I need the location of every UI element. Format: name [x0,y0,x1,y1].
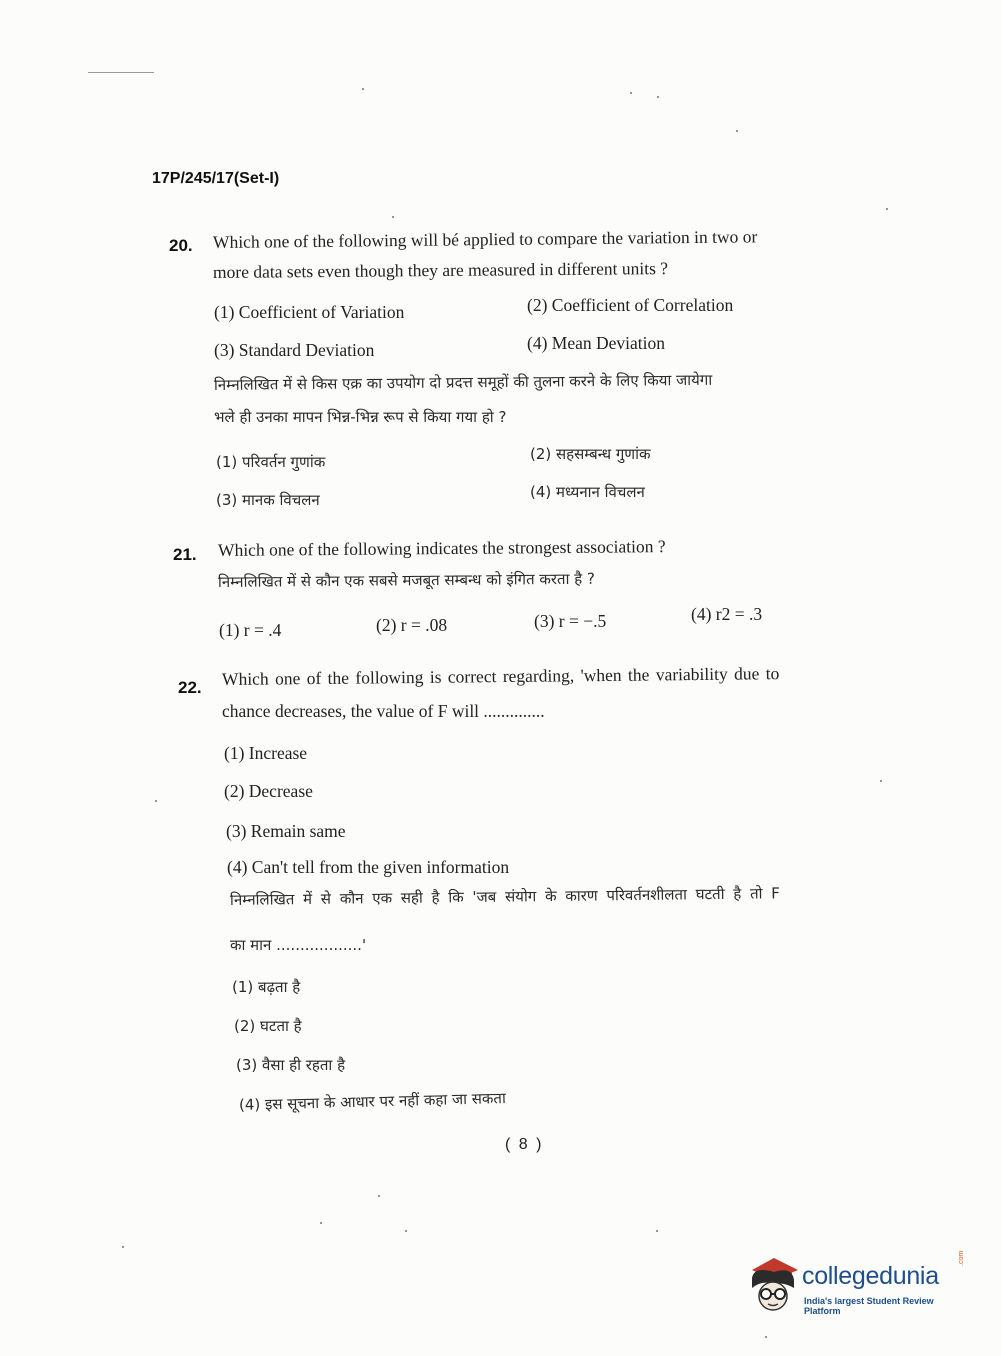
option: (2) Coefficient of Correlation [527,295,734,315]
logo-tagline: India's largest Student Review Platform [804,1296,934,1316]
question-text-line-hindi: निम्नलिखित में से किस एक्र का उपयोग दो प्रदत्त समूहों की तुलना करने के लिए किया जायेगा [213,370,713,394]
scan-speck [378,1195,380,1197]
option: (1) r = .4 [219,620,282,640]
option-hindi: (3) वैसा ही रहता है [236,1056,346,1074]
scan-speck [405,1230,407,1232]
option: (3) r = −.5 [534,611,607,631]
option: (3) Standard Deviation [214,340,375,360]
question-text-line: Which one of the following is correct regarding, 'when the variability due to [221,663,780,689]
option: (4) Mean Deviation [527,333,666,353]
logo-wordmark: collegedunia [802,1262,939,1290]
scan-speck [392,216,394,218]
mascot-icon [744,1252,802,1312]
scan-speck [155,800,157,802]
question-text-line: more data sets even though they are measured in different units ? [212,258,669,282]
option: (4) r2 = .3 [691,604,763,624]
question-number: 20. [169,236,193,255]
scan-speck [656,1230,658,1232]
page-number: ( 8 ) [505,1136,544,1153]
scan-speck [880,780,882,782]
question-text-line-hindi: निम्नलिखित में से कौन एक सबसे मजबूत सम्बन्ध को इंगित करता है ? [217,569,595,591]
option: (1) Coefficient of Variation [214,302,405,322]
question-text-line: chance decreases, the value of F will .............. [222,701,545,721]
scan-speck [736,130,738,132]
scan-speck [886,208,888,210]
question-number: 22. [178,678,202,697]
option-hindi: (4) इस सूचना के आधार पर नहीं कहा जा सकता [238,1089,507,1114]
scan-speck [657,96,659,98]
option-hindi: (2) सहसम्बन्ध गुणांक [530,445,651,463]
option: (4) Can't tell from the given information [227,857,510,877]
question-text-line-hindi: भले ही उनका मापन भिन्न-भिन्न रूप से किया गया हो ? [214,408,507,426]
option-hindi: (1) बढ़ता है [232,978,301,996]
question-text-line: Which one of the following will bé applied to compare the variation in two or [212,226,758,252]
paper-code: 17P/245/17(Set-I) [152,170,280,187]
option-hindi: (3) मानक विचलन [216,491,320,509]
question-text-line-hindi: निम्नलिखित में से कौन एक सही है कि 'जब संयोग के कारण परिवर्तनशीलता घटती है तो F [229,884,780,909]
option: (2) Decrease [224,781,313,801]
option: (1) Increase [224,743,308,763]
question-text-line-hindi: का मान ..................' [230,936,367,954]
option: (2) r = .08 [376,615,448,635]
logo-suffix: .com [958,1250,965,1266]
scan-speck [122,1246,124,1248]
question-number: 21. [173,545,197,564]
question-text-line: Which one of the following indicates the strongest association ? [217,536,666,560]
option: (3) Remain same [226,821,346,841]
top-rule [88,72,154,73]
scan-speck [630,92,632,94]
scan-speck [362,88,364,90]
scan-speck [320,1222,322,1224]
option-hindi: (2) घटता है [234,1017,302,1035]
collegedunia-logo [744,1250,970,1316]
option-hindi: (1) परिवर्तन गुणांक [216,453,326,471]
scan-speck [765,1336,767,1338]
option-hindi: (4) मध्यनान विचलन [530,483,645,501]
